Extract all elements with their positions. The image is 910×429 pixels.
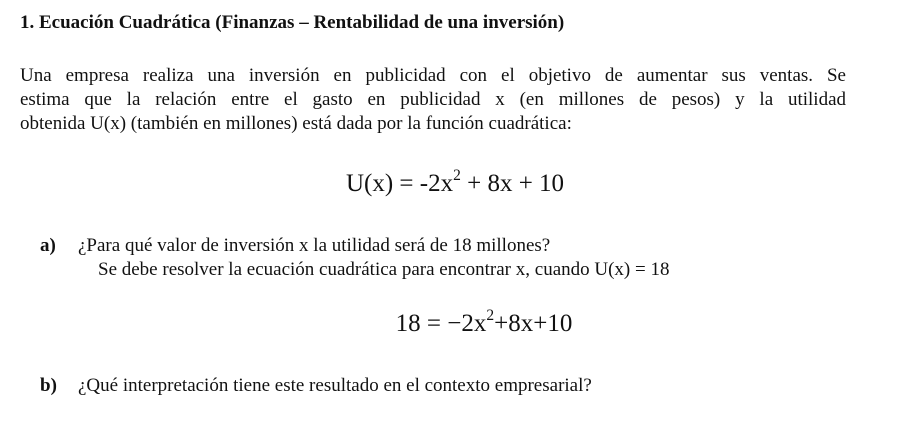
equation-rhs: +8x+10	[494, 310, 573, 337]
function-rhs: + 8x + 10	[460, 170, 565, 197]
part-b-letter: b)	[40, 375, 57, 396]
function-exponent: 2	[453, 166, 461, 184]
part-b-question: ¿Qué interpretación tiene este resultado en el contexto empresarial?	[78, 375, 592, 396]
quadratic-function	[0, 166, 910, 198]
statement-line-1: Una empresa realiza una inversión en publicidad con el objetivo de aumentar sus ventas. Se	[20, 65, 846, 86]
function-lhs: U(x) = -2x	[345, 170, 454, 197]
statement-line-2: estima que la relación entre el gasto en publicidad x (en millones de pesos) y la utilidad	[20, 89, 846, 110]
equation-exponent: 2	[486, 306, 495, 324]
part-a-letter: a)	[40, 235, 56, 256]
part-a-question: ¿Para qué valor de inversión x la utilidad será de 18 millones?	[78, 235, 551, 256]
part-a-note: Se debe resolver la ecuación cuadrática para encontrar x, cuando U(x) = 18	[98, 259, 670, 280]
equation-lhs: 18 = −2x	[395, 310, 487, 337]
part-a	[20, 234, 669, 282]
problem-title: 1. Ecuación Cuadrática (Finanzas – Rentabilidad de una inversión)	[20, 12, 565, 33]
statement-line-3: obtenida U(x) (también en millones) está dada por la función cuadrática:	[20, 113, 572, 134]
part-a-equation	[0, 306, 910, 338]
part-b	[20, 374, 592, 398]
problem-statement	[20, 64, 846, 136]
